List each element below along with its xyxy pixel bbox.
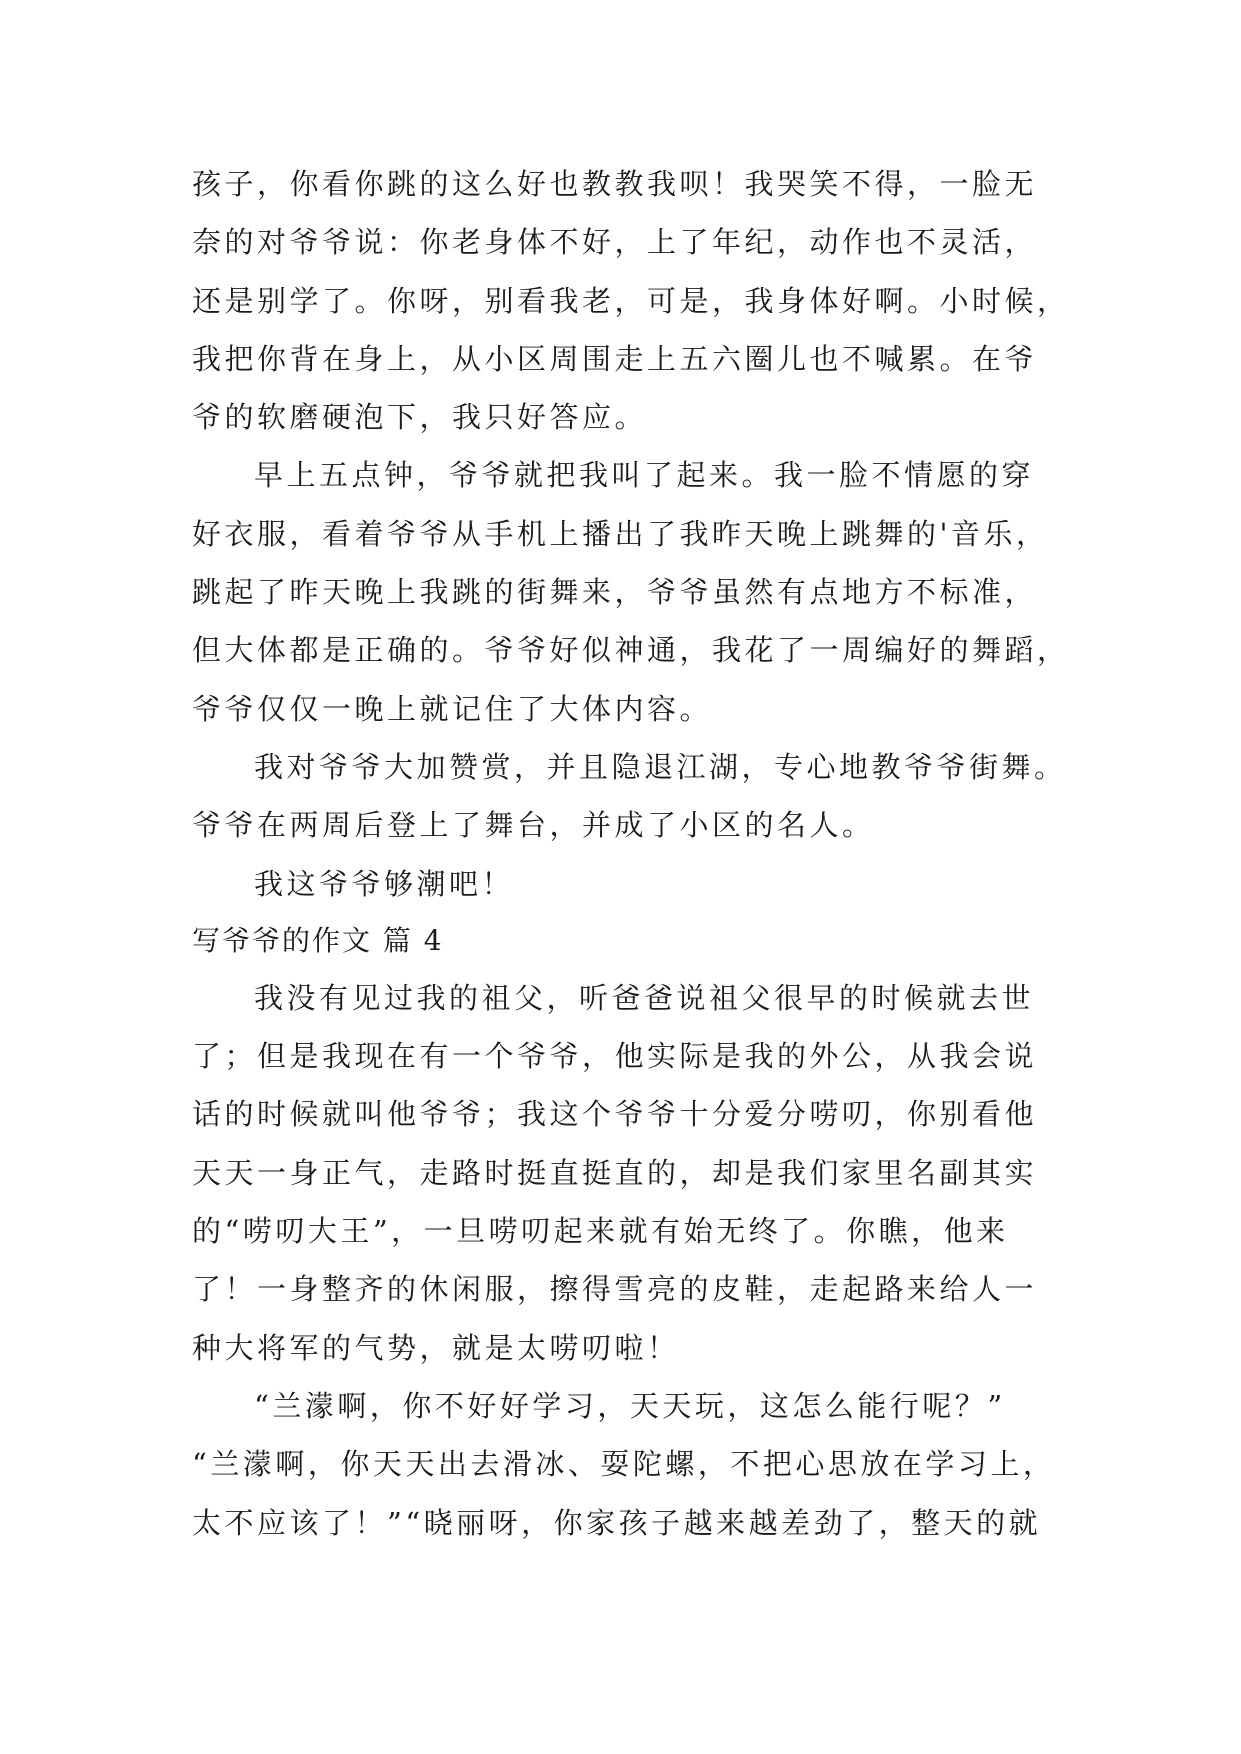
text-line: 了；但是我现在有一个爷爷，他实际是我的外公，从我会说 [192,1039,1038,1074]
text-line: 跳起了昨天晚上我跳的街舞来，爷爷虽然有点地方不标准， [192,575,1038,610]
text-line: 话的时候就叫他爷爷；我这个爷爷十分爱分唠叨，你别看他 [192,1097,1038,1132]
text-line: 早上五点钟，爷爷就把我叫了起来。我一脸不情愿的穿 [254,458,1035,493]
text-line: 了！一身整齐的休闲服，擦得雪亮的皮鞋，走起路来给人一 [192,1272,1038,1307]
text-line: “兰濛啊，你不好好学习，天天玩，这怎么能行呢？” [254,1388,1006,1423]
section-heading: 写爷爷的作文 篇 4 [192,923,444,957]
text-line: 孩子，你看你跳的这么好也教教我呗！我哭笑不得，一脸无 [192,167,1038,201]
text-line: 爷爷仅仅一晚上就记住了大体内容。 [192,691,713,726]
text-line: 太不应该了！”“晓丽呀，你家孩子越来越差劲了，整天的就 [192,1505,1042,1540]
text-line: “兰濛啊，你天天出去滑冰、耍陀螺，不把心思放在学习上， [192,1447,1056,1482]
text-line: 奈的对爷爷说：你老身体不好，上了年纪，动作也不灵活， [192,225,1038,260]
text-line: 我对爷爷大加赞赏，并且隐退江湖，专心地教爷爷街舞。 [254,749,1067,784]
text-line: 天天一身正气，走路时挺直挺直的，却是我们家里名副其实 [192,1155,1038,1190]
text-line: 还是别学了。你呀，别看我老，可是，我身体好啊。小时候， [192,283,1070,318]
text-line: 爷的软磨硬泡下，我只好答应。 [192,400,648,435]
text-line: 种大将军的气势，就是太唠叨啦！ [192,1330,680,1365]
text-line: 的“唠叨大王”，一旦唠叨起来就有始无终了。你瞧，他来 [192,1214,1009,1249]
document-body [192,155,1072,1552]
text-line: 但大体都是正确的。爷爷好似神通，我花了一周编好的舞蹈， [192,633,1070,668]
text-line: 我这爷爷够潮吧！ [254,866,515,901]
text-line: 我没有见过我的祖父，听爸爸说祖父很早的时候就去世 [254,980,1035,1015]
text-line: 我把你背在身上，从小区周围走上五六圈儿也不喊累。在爷 [192,341,1038,376]
text-line: 爷爷在两周后登上了舞台，并成了小区的名人。 [192,808,875,843]
text-line: 好衣服，看着爷爷从手机上播出了我昨天晚上跳舞的'音乐， [192,516,1049,551]
